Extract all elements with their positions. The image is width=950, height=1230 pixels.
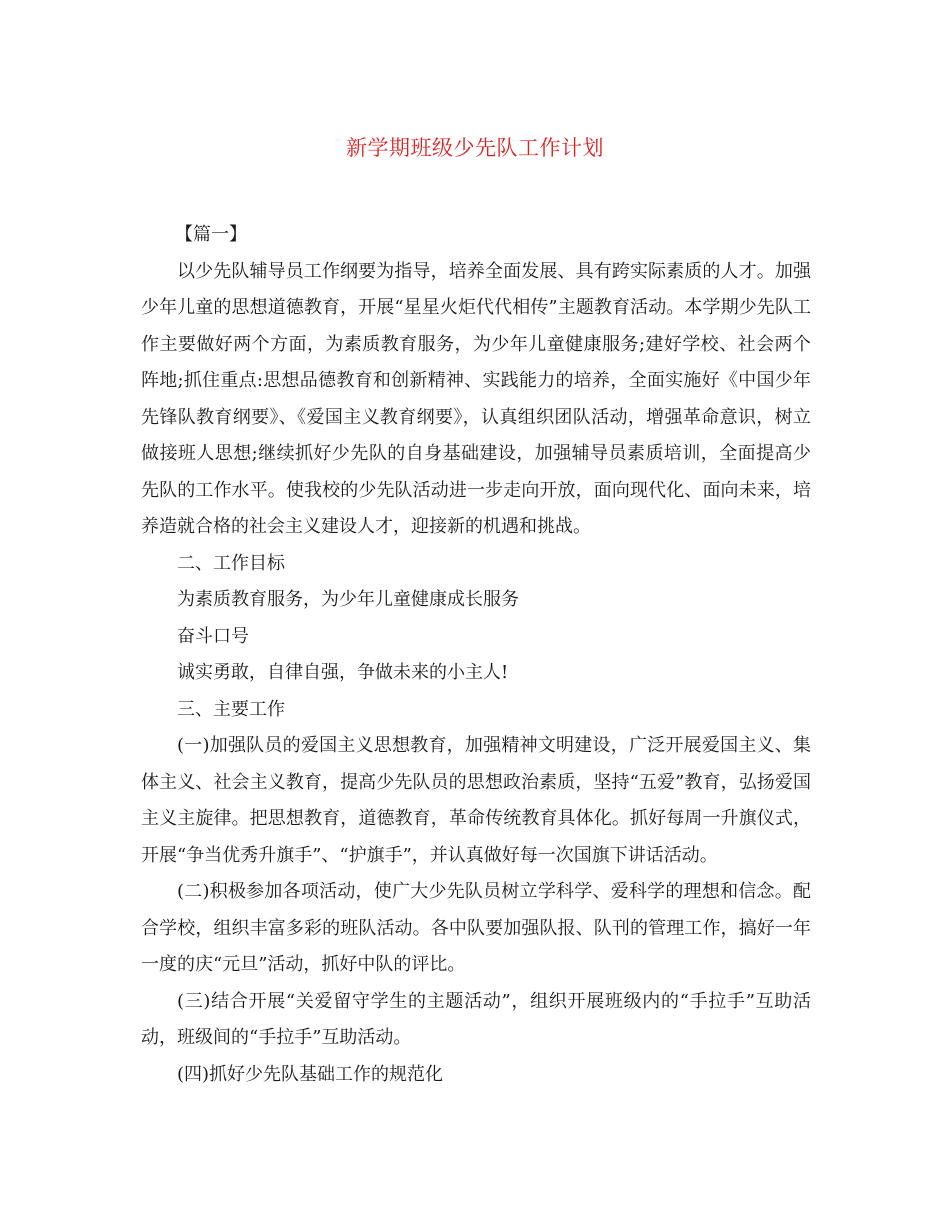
main-work-item-4: (四)抓好少先队基础工作的规范化 — [177, 1063, 444, 1085]
slogan-text: 诚实勇敢，自律自强，争做未来的小主人! — [177, 662, 509, 683]
work-goals-text: 为素质教育服务，为少年儿童健康成长服务 — [177, 589, 519, 610]
heading-work-goals: 二、工作目标 — [177, 552, 285, 574]
intro-paragraph: 以少先队辅导员工作纲要为指导，培养全面发展、具有跨实际素质的人才。加强少年儿童的思想道德教育，开展“星星火炬代代相传”主题教育活动。本学期少先队工作主要做好两个方面，为素质教育服务，为少年儿童健康服务;建好学校、社会两个阵地;抓住重点:思想品德教育和创新精神、实践能力的培养，全面实施好《中国少年先锋队教育纲要》、《爱国主义教育纲要》，认真组织团队活动，增强革命意识，树立做接班人思想;继续抓好少先队的自身基础建设，加强辅导员素质培训，全面提高少先队的工作水平。使我校的少先队活动进一步走向开放，面向现代化、面向未来，培养造就合格的社会主义建设人才，迎接新的机遇和挑战。 — [141, 260, 811, 537]
main-work-item-1: (一)加强队员的爱国主义思想教育，加强精神文明建设，广泛开展爱国主义、集体主义、社会主义教育，提高少先队员的思想政治素质，坚持“五爱”教育，弘扬爱国主义主旋律。把思想教育，道德教育，革命传统教育具体化。抓好每周一升旗仪式，开展“争当优秀升旗手”、“护旗手”，并认真做好每一次国旗下讲话活动。 — [141, 735, 811, 866]
document-title: 新学期班级少先队工作计划 — [346, 136, 604, 160]
document-body — [141, 217, 811, 1093]
main-work-item-2: (二)积极参加各项活动，使广大少先队员树立学科学、爱科学的理想和信念。配合学校，组织丰富多彩的班队活动。各中队要加强队报、队刊的管理工作，搞好一年一度的庆“元旦”活动，抓好中队的评比。 — [141, 881, 811, 975]
heading-slogan: 奋斗口号 — [177, 625, 249, 647]
heading-main-work: 三、主要工作 — [177, 698, 285, 720]
main-work-item-3: (三)结合开展“关爱留守学生的主题活动”，组织开展班级内的“手拉手”互助活动，班级间的“手拉手”互助活动。 — [141, 990, 811, 1048]
section-label-part-one: 【篇一】 — [175, 224, 247, 245]
